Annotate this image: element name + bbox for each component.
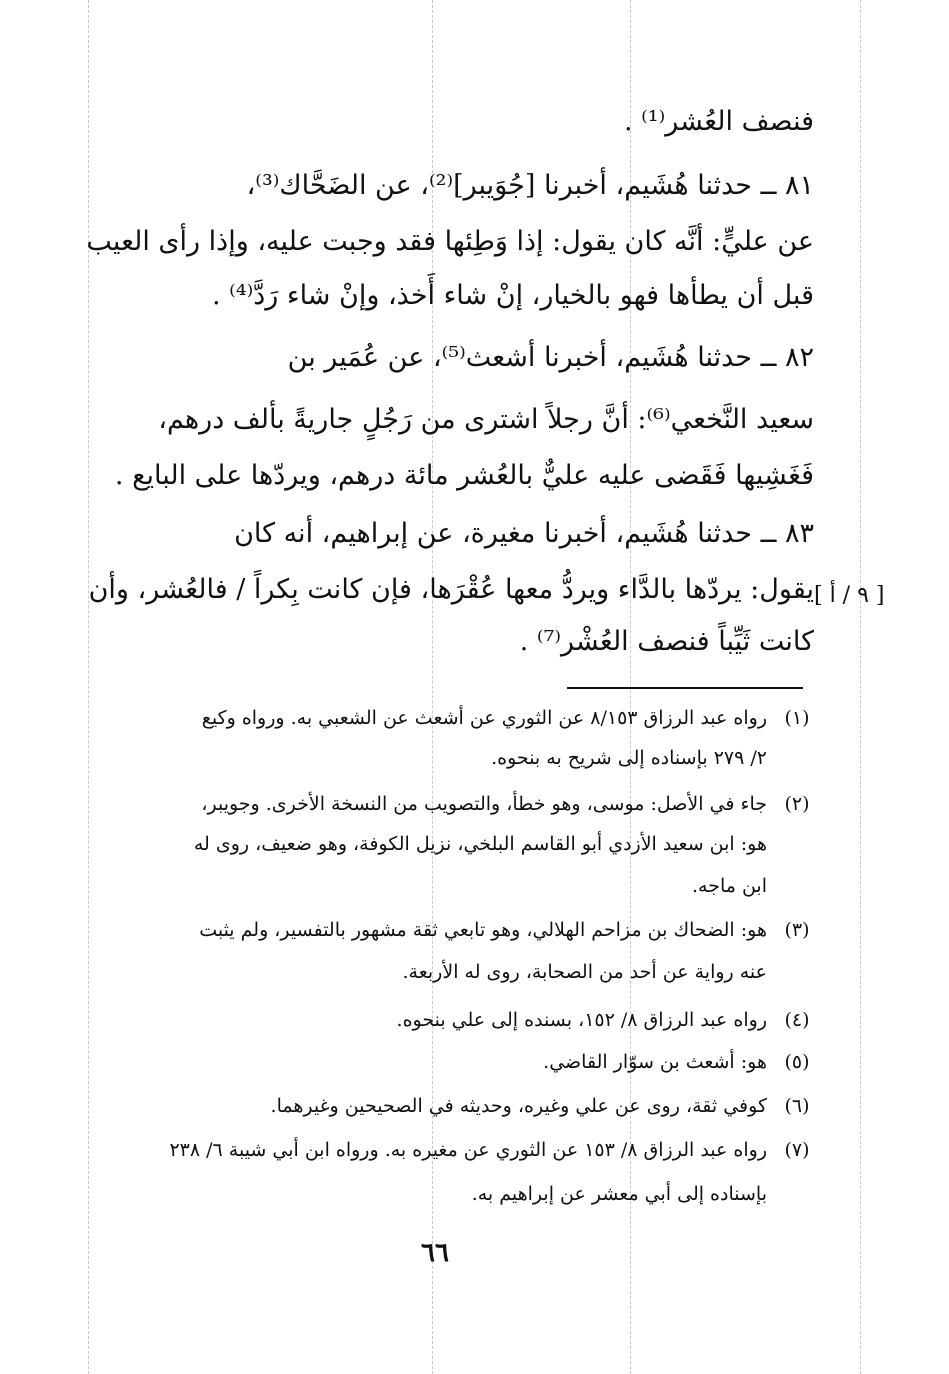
- footnote-continuation: [0, 872, 949, 900]
- footnote: [0, 916, 949, 944]
- footnote-separator: [567, 687, 803, 689]
- footnote-text: كوفي ثقة، روى عن علي وغيره، وحديثه في الصحيحين وغيرهما.: [270, 1095, 767, 1117]
- footnote-number: (٥): [784, 1051, 810, 1073]
- scan-guide-line: [88, 0, 89, 1374]
- footnote-number: (٧): [784, 1139, 810, 1161]
- main-text-line: قبل أن يطأها فهو بالخيار، إنْ شاء أَخذ، وإنْ شاء رَدَّ⁽⁴⁾ .: [211, 280, 814, 311]
- main-text-line: ٨٣ ــ حدثنا هُشَيم، أخبرنا مغيرة، عن إبراهيم، أنه كان: [234, 518, 814, 549]
- footnote: [0, 790, 949, 818]
- main-text-line: ٨١ ــ حدثنا هُشَيم، أخبرنا [جُوَيبر]⁽²⁾، عن الضَحَّاك⁽³⁾،: [246, 170, 814, 201]
- footnote-text: جاء في الأصل: موسى، وهو خطأ، والتصويب من النسخة الأخرى. وجويبر،: [201, 793, 767, 815]
- footnote-text: ابن ماجه.: [691, 875, 767, 897]
- footnote-text: ٢/ ٢٧٩ بإسناده إلى شريح به بنحوه.: [491, 747, 767, 769]
- footnote-text: رواه عبد الرزاق ٨/ ١٥٣ عن الثوري عن مغيره به. ورواه ابن أبي شيبة ٦/ ٢٣٨: [169, 1139, 767, 1161]
- scan-guide-line: [432, 0, 433, 1374]
- footnote-continuation: [0, 1180, 949, 1208]
- footnote-text: هو: الضحاك بن مزاحم الهلالي، وهو تابعي ثقة مشهور بالتفسير، ولم يثبت: [199, 919, 767, 941]
- footnote: [0, 704, 949, 732]
- scan-guide-line: [860, 0, 861, 1374]
- footnote-text: رواه عبد الرزاق ٨/ ١٥٢، بسنده إلى علي بنحوه.: [396, 1009, 767, 1031]
- footnote-number: (٢): [784, 793, 810, 815]
- footnote-number: (١): [784, 707, 810, 729]
- footnote: [0, 1136, 949, 1164]
- footnote-number: (٦): [784, 1095, 810, 1117]
- folio-reference: [ ٩ / أ ]: [814, 583, 885, 608]
- footnote-continuation: [0, 744, 949, 772]
- page-number: ٦٦: [421, 1238, 449, 1268]
- footnote: [0, 1048, 949, 1076]
- footnote-text: رواه عبد الرزاق ٨/١٥٣ عن الثوري عن أشعث عن الشعبي به. ورواه وكيع: [201, 707, 767, 729]
- footnote-text: عنه رواية عن أحد من الصحابة، روى له الأربعة.: [402, 961, 767, 983]
- main-text-line: يقول: يردّها بالدَّاء ويردُّ معها عُقْرَها، فإن كانت بِكراً / فالعُشر، وأن: [88, 574, 814, 605]
- main-text-line: سعيد النَّخعي⁽⁶⁾: أنَّ رجلاً اشترى من رَجُلٍ جاريةً بألف درهم،: [158, 404, 814, 435]
- footnote-continuation: [0, 830, 949, 858]
- footnote-number: (٣): [784, 919, 810, 941]
- footnote: [0, 1006, 949, 1034]
- main-text-line: ٨٢ ــ حدثنا هُشَيم، أخبرنا أشعث⁽⁵⁾، عن عُمَير بن: [287, 342, 814, 373]
- footnote-text: هو: أشعث بن سوّار القاضي.: [543, 1051, 767, 1073]
- main-text-line: فنصف العُشر⁽¹⁾ .: [624, 106, 814, 137]
- footnote: [0, 1092, 949, 1120]
- footnote-number: (٤): [784, 1009, 810, 1031]
- main-text-line: فَغَشِيها فَقَضى عليه عليٌّ بالعُشر مائة درهم، ويردّها على البايع .: [114, 460, 814, 491]
- main-text-line: عن عليٍّ: أنَّه كان يقول: إذا وَطِئها فقد وجبت عليه، وإذا رأى العيب: [86, 226, 814, 257]
- footnote-text: بإسناده إلى أبي معشر عن إبراهيم به.: [471, 1183, 767, 1205]
- footnote-continuation: [0, 958, 949, 986]
- main-text-line: كانت ثَيِّباً فنصف العُشْر⁽⁷⁾ .: [519, 626, 814, 657]
- footnote-text: هو: ابن سعيد الأزدي أبو القاسم البلخي، نزيل الكوفة، وهو ضعيف، روى له: [193, 833, 767, 855]
